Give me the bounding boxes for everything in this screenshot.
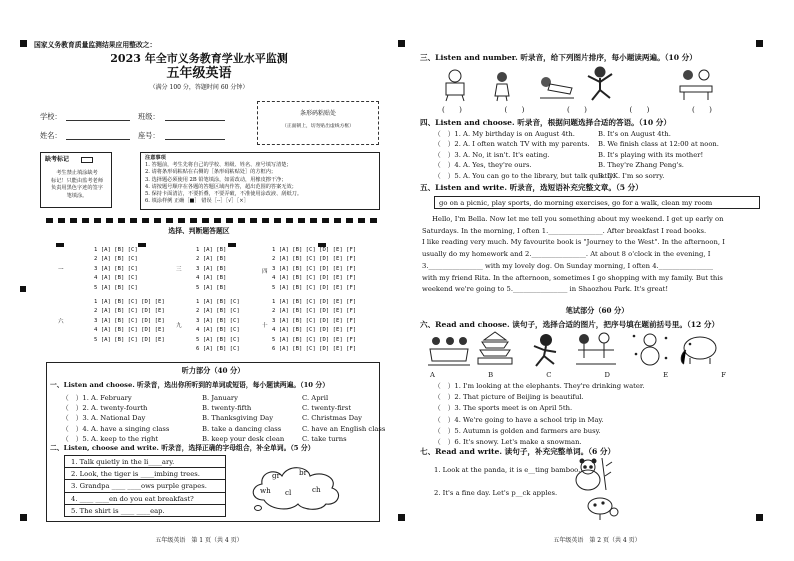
passage-line: weekend we're going to 5.________________ in Shaozhou Park. It's great! xyxy=(422,285,669,294)
answer-row[interactable]: 4 [A] [B] [C] xyxy=(196,327,240,334)
question-row xyxy=(62,393,385,403)
passage-line: usually do my homework and 2.________________. At about 8 o'clock in the evening, I xyxy=(422,250,711,259)
answer-row[interactable]: 1 [A] [B] [C] [D] [E] xyxy=(94,299,165,305)
answer-group-10 xyxy=(272,298,356,354)
section-1-items xyxy=(62,393,385,444)
fill-in-box xyxy=(64,455,226,517)
answer-row[interactable]: 1 [A] [B] [C] [D] [E] [F] xyxy=(272,299,357,305)
answer-row[interactable]: 5 [A] [B] [C] [D] [E] [F] xyxy=(272,336,357,343)
fill-item[interactable]: 1. Talk quietly in the li____ary. xyxy=(65,456,225,468)
picture-letter: E xyxy=(663,371,669,379)
section-3-title: 三、Listen and number. 听录音，给下列图片排序，每小题读两遍。（10 分） xyxy=(420,53,697,62)
question-row xyxy=(62,434,385,444)
answer-area-title: 选择、判断题答题区 xyxy=(168,227,230,235)
option-b[interactable]: B. twenty-fifth xyxy=(202,404,252,413)
notes-line: 1. 答题前，考生先将自己的学校、班级、姓名、座号填写清楚； xyxy=(145,162,292,169)
registration-mark xyxy=(20,286,26,292)
timing-strip xyxy=(46,218,380,223)
answer-row[interactable]: 1 [A] [B] [C] xyxy=(196,299,240,305)
option-c[interactable]: C. April xyxy=(302,394,329,402)
registration-mark xyxy=(20,514,27,521)
answer-row[interactable]: 4 [A] [B] [C] [D] [E] [F] xyxy=(272,327,357,334)
passage-line: I like reading very much. My favourite book is "Journey to the West". In the afternoon, I xyxy=(422,238,725,247)
panda-icon xyxy=(566,456,614,494)
fill-item[interactable]: 2. Look, the tiger is ____imbing trees. xyxy=(65,468,225,480)
answer-row[interactable]: 3 [A] [B] [C] [D] [E] [F] xyxy=(272,317,357,324)
blank-paren[interactable]: ( ) xyxy=(629,105,650,114)
notes-title: 注意事项 xyxy=(145,155,166,161)
answer-row[interactable]: 2 [A] [B] [C] xyxy=(94,256,138,263)
option-c[interactable]: C. have an English class xyxy=(302,424,386,433)
option-b[interactable]: B. January xyxy=(202,394,238,402)
answer-group-6 xyxy=(94,298,165,345)
school-trip-icon xyxy=(574,330,618,368)
registration-mark xyxy=(756,40,763,47)
option-a[interactable]: （ ）1. A. My birthday is on August 4th. xyxy=(434,130,575,138)
name-field[interactable] xyxy=(66,139,130,140)
blank-paren[interactable]: ( ) xyxy=(442,105,462,114)
cloud-option: br xyxy=(299,468,308,477)
choice-item[interactable]: （ ）6. It's snowy. Let's make a snowman. xyxy=(434,438,582,447)
fill-item[interactable]: 5. The shirt is ____ ____eap. xyxy=(71,506,165,515)
answer-group-9 xyxy=(196,298,240,354)
section-7-title: 七、Read and write. 读句子，补充完整单词。（6 分） xyxy=(420,447,616,456)
choice-item[interactable]: （ ）3. The sports meet is on April 5th. xyxy=(434,404,573,413)
option-b[interactable]: B. It's playing with its mother! xyxy=(598,150,704,159)
passage-line: with my friend Rita. In the afternoon, sometimes I go shopping with my family. But this xyxy=(422,273,723,282)
answer-row[interactable]: 5 [A] [B] [C] [D] [E] xyxy=(94,336,165,343)
registration-mark xyxy=(20,40,27,47)
registration-mark xyxy=(398,40,405,47)
picture-letter: B xyxy=(488,371,494,379)
class-field[interactable] xyxy=(165,120,225,121)
kid-lying-icon xyxy=(536,72,576,102)
cloud-option: cl xyxy=(285,488,292,497)
elephants-icon xyxy=(676,330,724,368)
option-b[interactable]: B. take a dancing class xyxy=(202,424,282,433)
answer-group-4 xyxy=(272,246,356,293)
kid-drinking-icon xyxy=(490,70,516,102)
fill-sample: 6. 填涂样例 正确［■］ 错误［--］［√］［×］ xyxy=(145,198,249,205)
answer-row[interactable]: 5 [A] [B] [C] xyxy=(94,284,138,291)
option-a[interactable]: （ ）5. A. You can go to the library, but talk quietly. xyxy=(434,171,615,180)
choice-item[interactable]: （ ）4. We're going to have a school trip in May. xyxy=(434,415,604,424)
seat-field[interactable] xyxy=(165,139,225,140)
question-row xyxy=(62,424,385,434)
group-label: 一 xyxy=(58,267,64,273)
answer-row[interactable]: 6 [A] [B] [C] xyxy=(196,346,240,353)
choice-item[interactable]: （ ）2. That picture of Beijing is beautiful. xyxy=(434,393,584,402)
section-2-title: 二、Listen, choose and write. 听录音，选择正确的字母组合，补全单词。（5 分） xyxy=(50,444,315,452)
group-label: 九 xyxy=(176,323,182,329)
absent-title: 缺考标记 xyxy=(45,156,70,163)
option-a[interactable]: （ ）3. A. National Day xyxy=(62,414,146,423)
kid-dancing-icon xyxy=(582,64,618,102)
snowman-icon xyxy=(628,330,672,368)
picture-letter: A xyxy=(430,371,435,379)
absent-line: 负责用黑色字迹的签字 xyxy=(51,185,103,192)
answer-row[interactable]: 3 [A] [B] xyxy=(196,265,227,272)
registration-mark xyxy=(398,514,405,521)
option-b[interactable]: B. keep your desk clean xyxy=(202,434,285,443)
exam-info: （满分 100 分，答题时间 60 分钟） xyxy=(149,84,249,91)
number-blanks xyxy=(442,105,712,114)
school-label: 学校： xyxy=(40,112,62,121)
choice-item[interactable]: （ ）1. I'm looking at the elephants. They're drinking water. xyxy=(434,382,645,390)
option-b[interactable]: B. OK. I'm so sorry. xyxy=(598,171,665,180)
picture-letters xyxy=(430,371,726,380)
absent-line: 笔填涂。 xyxy=(66,192,88,199)
timing-mark xyxy=(56,243,64,247)
answer-row[interactable]: 4 [A] [B] [C] [D] [E] xyxy=(94,327,165,334)
group-label: 十 xyxy=(262,323,268,329)
registration-mark xyxy=(756,514,763,521)
kid-reading-icon xyxy=(440,68,470,102)
phrase-box: go on a picnic, play sports, do morning exercises, go for a walk, clean my room xyxy=(434,196,760,209)
fill-item[interactable]: 4. ____ ____en do you eat breakfast? xyxy=(65,493,225,505)
cloud-option: gr xyxy=(272,471,281,480)
section-6-items xyxy=(434,381,645,448)
kids-eating-icon xyxy=(676,66,716,102)
option-c[interactable]: C. take turns xyxy=(302,434,347,443)
question-row xyxy=(434,150,719,160)
timing-mark xyxy=(138,243,146,247)
answer-row[interactable]: 4 [A] [B] [C] xyxy=(94,275,138,282)
option-b[interactable]: B. We finish class at 12:00 at noon. xyxy=(598,140,719,149)
question-row xyxy=(62,413,385,423)
question-row xyxy=(434,160,719,170)
passage-line: 3.________________ with my lovely dog. On Sunday morning, I often 4.________________ xyxy=(422,261,714,270)
notes-line: 5. 保持卡面清洁，不要折叠，不要弄破，不准使用涂改液、刮纸刀。 xyxy=(145,191,303,198)
question-row xyxy=(62,403,385,413)
footer-right: 五年级英语 第 2 页（共 4 页） xyxy=(553,537,641,544)
option-b[interactable]: B. Thanksgiving Day xyxy=(202,414,274,423)
fill-item[interactable]: 3. Grandpa ____ ____ows purple grapes. xyxy=(65,480,225,492)
option-a[interactable]: （ ）5. A. keep to the right xyxy=(62,434,159,443)
answer-row[interactable]: 4 [A] [B] [C] [D] [E] [F] xyxy=(272,275,357,282)
answer-row[interactable]: 5 [A] [B] [C] xyxy=(196,336,240,343)
option-a[interactable]: （ ）1. A. February xyxy=(62,394,132,402)
cloud-option: wh xyxy=(260,486,271,495)
option-a[interactable]: （ ）4. A. Yes, they're ours. xyxy=(434,161,532,170)
school-field[interactable] xyxy=(66,120,130,121)
answer-row[interactable]: 2 [A] [B] [C] [D] [E] [F] xyxy=(272,308,357,315)
group-label: 三 xyxy=(176,267,182,273)
answer-row[interactable]: 1 [A] [B] [C] [D] [E] [F] xyxy=(272,247,357,253)
answer-group-1 xyxy=(94,246,138,293)
answer-row[interactable]: 1 [A] [B] xyxy=(196,247,227,253)
question-row xyxy=(434,139,719,149)
answer-row[interactable]: 2 [A] [B] [C] xyxy=(196,308,240,315)
answer-row[interactable]: 5 [A] [B] xyxy=(196,284,227,291)
seat-label: 座号： xyxy=(138,131,160,140)
notes-line: 3. 选择题必须使用 2B 铅笔填涂，如需改动，用橡皮擦干净； xyxy=(145,176,287,183)
passage-line: Saturdays. In the morning, I often 1.________________. After breakfast I read books. xyxy=(422,226,707,235)
passage xyxy=(422,214,725,296)
class-label: 班级： xyxy=(138,112,160,121)
answer-row[interactable]: 5 [A] [B] [C] [D] [E] [F] xyxy=(272,284,357,291)
answer-row[interactable]: 2 [A] [B] xyxy=(196,256,227,263)
group-label: 四 xyxy=(262,269,268,275)
absent-line: 标记！只能由监考老师 xyxy=(51,177,103,184)
answer-row[interactable]: 1 [A] [B] [C] xyxy=(94,247,138,253)
apple-tree-icon xyxy=(586,496,622,520)
answer-row[interactable]: 2 [A] [B] [C] [D] [E] [F] xyxy=(272,256,357,263)
passage-line: Hello, I'm Bella. Now let me tell you something about my weekend. I get up early on xyxy=(432,215,724,223)
timing-mark xyxy=(228,243,236,247)
write-item[interactable]: 1. Look at the panda, it is e__ting bamboo. xyxy=(434,466,581,474)
exam-subtitle: 五年级英语 xyxy=(166,66,232,81)
section-4-items xyxy=(434,129,719,181)
absent-mark-box xyxy=(40,152,112,208)
farmers-icon xyxy=(426,333,472,367)
option-c[interactable]: C. Christmas Day xyxy=(302,414,362,423)
question-row xyxy=(434,171,719,181)
notes-line: 2. 请将条形码粘贴在右侧的［条形码粘贴处］的方框内； xyxy=(145,169,277,176)
option-c[interactable]: C. twenty-first xyxy=(302,404,352,413)
group-label: 六 xyxy=(58,319,64,325)
barcode-label: 条形码粘贴处 xyxy=(299,110,336,117)
option-a[interactable]: （ ）2. A. twenty-fourth xyxy=(62,404,148,413)
section-5-title: 五、Listen and write. 听录音，选短语补充完整文章。（5 分） xyxy=(420,183,643,192)
written-title: 笔试部分（60 分） xyxy=(565,306,629,315)
answer-group-3 xyxy=(196,246,226,293)
picture-letter: D xyxy=(604,371,610,379)
answer-row[interactable]: 2 [A] [B] [C] [D] [E] xyxy=(94,308,165,315)
footer-left: 五年级英语 第 1 页（共 4 页） xyxy=(155,537,243,544)
answer-row[interactable]: 6 [A] [B] [C] [D] [E] [F] xyxy=(272,346,357,353)
notice-text: 国家义务教育质量监测结果应用整改之： xyxy=(34,41,157,49)
picture-letter: F xyxy=(721,371,726,379)
answer-row[interactable]: 3 [A] [B] [C] [D] [E] xyxy=(94,317,165,324)
answer-row[interactable]: 4 [A] [B] xyxy=(196,275,227,282)
exam-title: 2023 年全市义务教育学业水平监测 xyxy=(110,52,288,65)
answer-row[interactable]: 3 [A] [B] [C] [D] [E] [F] xyxy=(272,265,357,272)
temple-of-heaven-icon xyxy=(474,330,516,368)
name-label: 姓名： xyxy=(40,131,62,140)
section-1-title: 一、Listen and choose. 听录音，选出你所听到的单词或短语，每小题读两遍。（10 分） xyxy=(50,381,329,389)
option-a[interactable]: （ ）4. A. have a singing class xyxy=(62,424,170,433)
barcode-area xyxy=(257,101,379,145)
notes-line: 4. 请按题号顺序在各题的答题区域内作答，超出范围的答案无效； xyxy=(145,183,297,190)
notes-box xyxy=(140,152,380,210)
listening-title: 听力部分（40 分） xyxy=(181,366,245,375)
option-a[interactable]: （ ）3. A. No, it isn't. It's eating. xyxy=(434,150,550,159)
blank-paren[interactable]: ( ) xyxy=(504,105,525,114)
absent-checkbox[interactable] xyxy=(81,157,93,163)
runner-icon xyxy=(528,332,564,368)
choice-item[interactable]: （ ）5. Autumn is golden and farmers are busy. xyxy=(434,426,601,435)
option-b[interactable]: B. It's on August 4th. xyxy=(598,130,671,138)
absent-line: 考生禁止填涂缺考 xyxy=(56,170,98,176)
section-4-title: 四、Listen and choose. 听录音，根据问题选择合适的答语。（10 分） xyxy=(420,118,671,127)
answer-row[interactable]: 3 [A] [B] [C] xyxy=(94,265,138,272)
cloud-option: ch xyxy=(312,485,321,494)
option-b[interactable]: B. They're Zhang Peng's. xyxy=(598,161,684,170)
answer-row[interactable]: 3 [A] [B] [C] xyxy=(196,317,240,324)
picture-letter: C xyxy=(546,371,552,379)
blank-paren[interactable]: ( ) xyxy=(692,105,712,114)
option-a[interactable]: （ ）2. A. I often watch TV with my parents. xyxy=(434,140,590,149)
write-item[interactable]: 2. It's a fine day. Let's p__ck apples. xyxy=(434,489,558,497)
barcode-note: （正面朝上，切勿贴出虚线方框） xyxy=(282,124,354,130)
question-row xyxy=(434,129,719,139)
section-6-title: 六、Read and choose. 读句子，选择合适的图片，把序号填在题前括号里。（12 分） xyxy=(420,320,720,329)
blank-paren[interactable]: ( ) xyxy=(567,105,587,114)
